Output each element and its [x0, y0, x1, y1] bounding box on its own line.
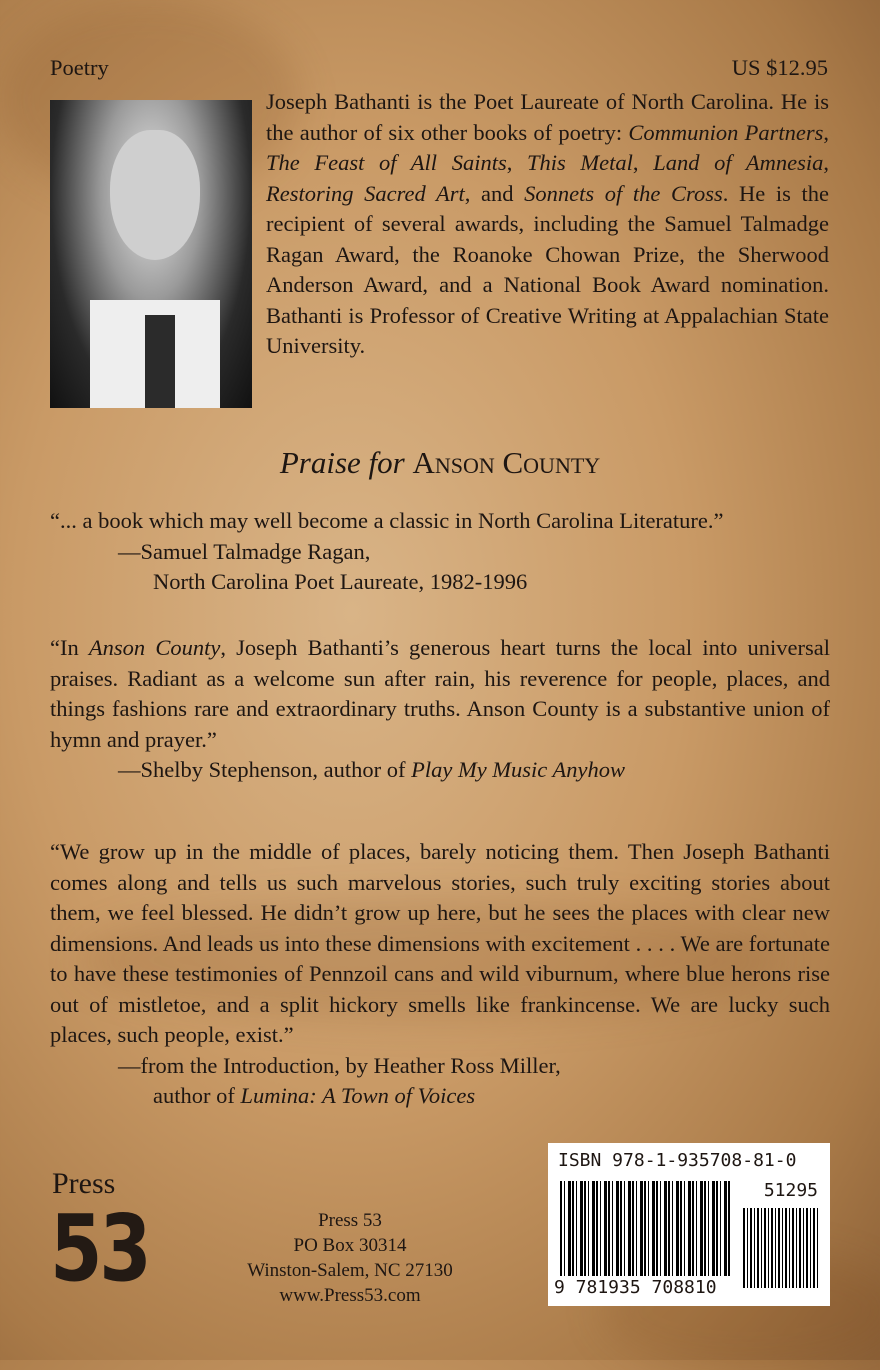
price-code: 51295	[763, 1180, 818, 1201]
publisher-city: Winston-Salem, NC 27130	[247, 1260, 453, 1281]
ean-number: 9 781935 708810	[554, 1277, 717, 1298]
category-label: Poetry	[50, 55, 109, 80]
publisher-logo-number: 53	[50, 1195, 149, 1302]
quote-ragan: “... a book which may well become a classic in North Carolina Literature.” —Samuel Talmadge Ragan, North Carolina Poet Laureate, 1982-1996	[50, 508, 724, 594]
price-label: US $12.95	[731, 55, 828, 80]
publisher-website: www.Press53.com	[279, 1285, 421, 1306]
quote-miller: “We grow up in the middle of places, barely noticing them. Then Joseph Bathanti comes along and tells us such marvelous stories, such truly exciting stories about them, we feel blessed. He didn’t grow up here, but he sees the places with clear new dimensions. And leads us into these dimensions with excitement . . . . We are fortunate to have these testimonies of Pennzoil cans and wild viburnum, where blue herons rise out of mistletoe, and a split hickory smells like frankincense. We are lucky such places, such people, exist.” —from the Introduction, by Heather Ross Miller, author of Lumina: A Town of Voices	[50, 839, 830, 1108]
publisher-address	[230, 1208, 470, 1308]
author-bio: Joseph Bathanti is the Poet Laureate of North Carolina. He is the author of six other books of poetry: Communion Partners, The Feast of All Saints, This Metal, Land of Amnesia, Restoring Sacred Art, and Sonnets of the Cross. He is the recipient of several awards, including the Samuel Talmadge Ragan Award, the Roanoke Chowan Prize, the Sherwood Anderson Award, and a National Book Award nomination. Bathanti is Professor of Creative Writing at Appalachian State University.	[266, 89, 829, 358]
price-barcode-bars	[743, 1208, 818, 1288]
author-photo	[50, 100, 252, 408]
isbn-barcode	[548, 1143, 830, 1306]
publisher-name: Press 53	[318, 1210, 382, 1231]
praise-heading: Praise for Anson County	[279, 445, 601, 480]
isbn-text: ISBN 978-1-935708-81-0	[558, 1150, 797, 1171]
publisher-logo-word: Press	[52, 1167, 116, 1200]
barcode-bars	[560, 1181, 730, 1276]
publisher-box: PO Box 30314	[293, 1235, 407, 1256]
quote-stephenson: “In Anson County, Joseph Bathanti’s generous heart turns the local into universal praises. Radiant as a welcome sun after rain, his reverence for people, places, and things fashions rare and extraordinary truths. Anson County is a substantive union of hymn and prayer.” —Shelby Stephenson, author of Play My Music Anyhow	[50, 635, 831, 782]
